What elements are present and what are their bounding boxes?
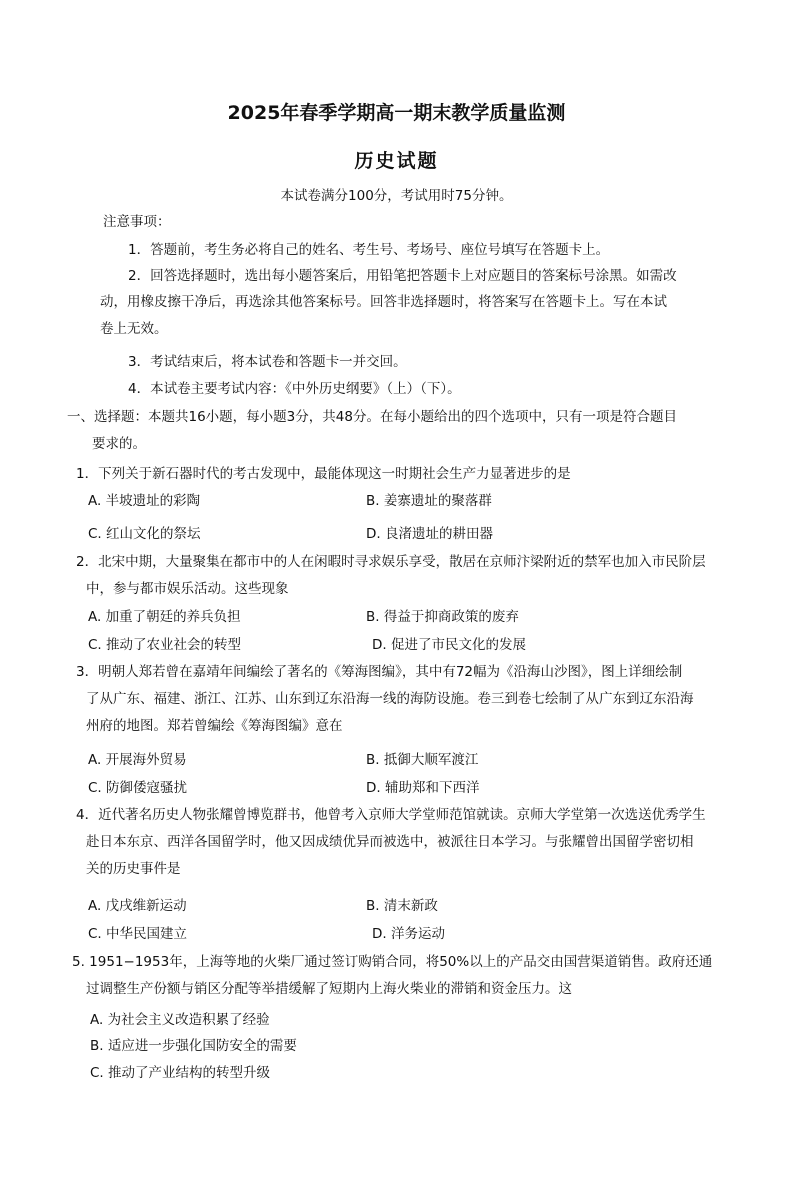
question-2-option-d[interactable]: D. 促进了市民文化的发展 [372, 637, 526, 653]
question-3-option-b[interactable]: B. 抵御大顺军渡江 [366, 752, 479, 768]
notice-item-2-line-3: 卷上无效。 [100, 321, 168, 337]
question-2-stem-line-2: 中，参与都市娱乐活动。这些现象 [86, 581, 289, 597]
section-heading-line-2: 要求的。 [92, 436, 146, 452]
notice-item-1: 1．答题前，考生务必将自己的姓名、考生号、考场号、座位号填写在答题卡上。 [128, 242, 610, 258]
question-3-stem-line-3: 州府的地图。郑若曾编绘《筹海图编》意在 [86, 718, 343, 734]
subject-title: 历史试题 [354, 150, 439, 172]
notice-heading: 注意事项： [103, 214, 171, 230]
notice-item-4: 4．本试卷主要考试内容：《中外历史纲要》（上）（下）。 [128, 381, 461, 397]
question-3-stem-line-2: 了从广东、福建、浙江、江苏、山东到辽东沿海一线的海防设施。卷三到卷七绘制了从广东到辽东沿海 [86, 691, 694, 707]
question-1-option-c[interactable]: C. 红山文化的祭坛 [88, 526, 201, 542]
question-2-option-a[interactable]: A. 加重了朝廷的养兵负担 [88, 609, 241, 625]
question-5-stem-line-2: 过调整生产份额与销区分配等举措缓解了短期内上海火柴业的滞销和资金压力。这 [86, 981, 572, 997]
question-4-option-d[interactable]: D. 洋务运动 [372, 926, 445, 942]
question-4-stem-line-3: 关的历史事件是 [86, 861, 181, 877]
question-5-option-b[interactable]: B. 适应进一步强化国防安全的需要 [90, 1038, 297, 1054]
question-1-option-b[interactable]: B. 姜寨遗址的聚落群 [366, 493, 492, 509]
question-3-stem-line-1: 3．明朝人郑若曾在嘉靖年间编绘了著名的《筹海图编》，其中有72幅为《沿海山沙图》，图上详细绘制 [76, 664, 683, 680]
question-2-stem-line-1: 2．北宋中期，大量聚集在都市中的人在闲暇时寻求娱乐享受，散居在京师汴梁附近的禁军也加入市民阶层 [76, 554, 706, 570]
question-5-option-c[interactable]: C. 推动了产业结构的转型升级 [90, 1065, 271, 1081]
question-5-option-a[interactable]: A. 为社会主义改造积累了经验 [90, 1012, 270, 1028]
section-heading-line-1: 一、选择题：本题共16小题，每小题3分，共48分。在每小题给出的四个选项中，只有一项是符合题目 [67, 409, 677, 425]
exam-info: 本试卷满分100分，考试用时75分钟。 [280, 188, 513, 204]
question-4-option-a[interactable]: A. 戊戌维新运动 [88, 898, 187, 914]
question-1-stem-line-1: 1．下列关于新石器时代的考古发现中，最能体现这一时期社会生产力显著进步的是 [76, 466, 571, 482]
question-1-option-a[interactable]: A. 半坡遗址的彩陶 [88, 493, 201, 509]
notice-item-2-line-1: 2．回答选择题时，选出每小题答案后，用铅笔把答题卡上对应题目的答案标号涂黑。如需改 [128, 268, 677, 284]
notice-item-2-line-2: 动，用橡皮擦干净后，再选涂其他答案标号。回答非选择题时，将答案写在答题卡上。写在本试 [100, 294, 667, 310]
question-3-option-c[interactable]: C. 防御倭寇骚扰 [88, 780, 188, 796]
exam-title: 2025年春季学期高一期末教学质量监测 [227, 102, 566, 124]
notice-item-3: 3．考试结束后，将本试卷和答题卡一并交回。 [128, 354, 407, 370]
question-2-option-b[interactable]: B. 得益于抑商政策的废弃 [366, 609, 519, 625]
question-2-option-c[interactable]: C. 推动了农业社会的转型 [88, 637, 242, 653]
question-3-option-d[interactable]: D. 辅助郑和下西洋 [366, 780, 480, 796]
question-4-option-b[interactable]: B. 清末新政 [366, 898, 438, 914]
question-3-option-a[interactable]: A. 开展海外贸易 [88, 752, 187, 768]
question-4-stem-line-1: 4．近代著名历史人物张耀曾博览群书，他曾考入京师大学堂师范馆就读。京师大学堂第一次选送优秀学生 [76, 807, 706, 823]
question-4-option-c[interactable]: C. 中华民国建立 [88, 926, 188, 942]
question-4-stem-line-2: 赴日本东京、西洋各国留学时，他又因成绩优异而被选中，被派往日本学习。与张耀曾出国留学密切相 [86, 834, 694, 850]
question-1-option-d[interactable]: D. 良渚遗址的耕田器 [366, 526, 493, 542]
question-5-stem-line-1: 5. 1951−1953年，上海等地的火柴厂通过签订购销合同，将50%以上的产品交由国营渠道销售。政府还通 [72, 954, 713, 970]
